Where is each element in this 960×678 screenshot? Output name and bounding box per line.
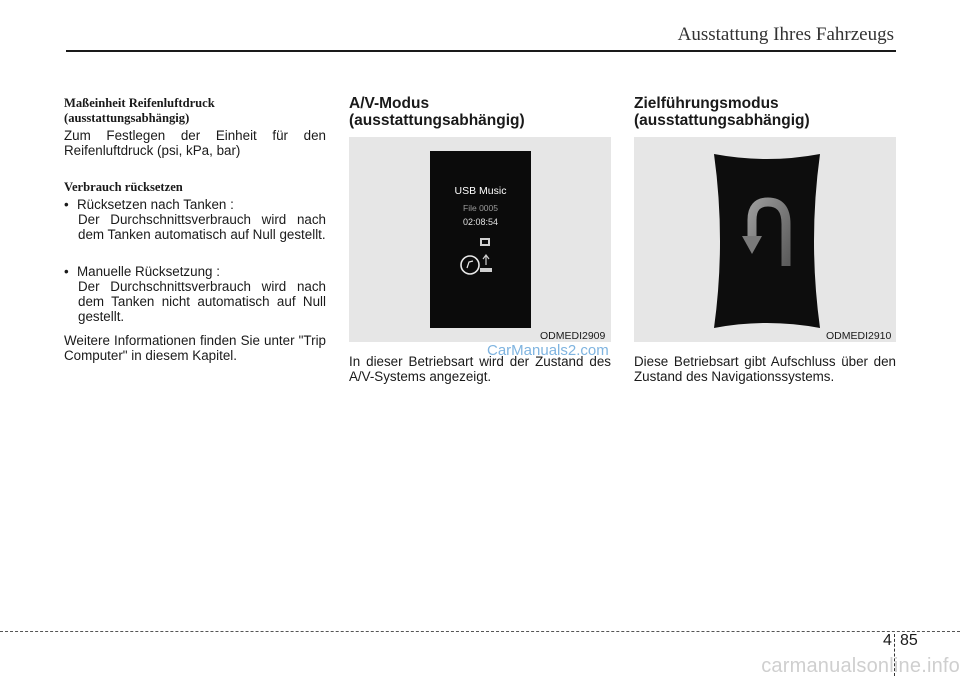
navigation-mode-description: Diese Betriebsart gibt Aufschluss über den Zustand des Navigationssystems.	[634, 354, 896, 384]
bullet2-label: Manuelle Rücksetzung :	[77, 264, 220, 279]
usb-screen-file: File 0005	[463, 203, 498, 213]
footer-rule	[0, 631, 960, 632]
bullet-dot: •	[64, 264, 69, 279]
navigation-screen	[712, 154, 822, 328]
usb-screen-title: USB Music	[454, 185, 507, 197]
bullet-dot: •	[64, 197, 69, 212]
av-mode-heading-line2: (ausstattungsabhängig)	[349, 112, 525, 129]
header-rule	[66, 50, 896, 52]
figure-code-nav: ODMEDI2910	[826, 330, 892, 342]
bullet1-label: Rücksetzen nach Tanken :	[77, 197, 234, 212]
tire-pressure-heading-line2: (ausstattungsabhängig)	[64, 111, 190, 125]
navigation-mode-heading-line2: (ausstattungsabhängig)	[634, 112, 810, 129]
more-info-text: Weitere Informationen finden Sie unter "Trip Computer" in diesem Kapitel.	[64, 333, 326, 363]
navigation-mode-heading-line1: Zielführungsmodus	[634, 95, 779, 112]
tire-pressure-heading-line1: Maßeinheit Reifenluftdruck	[64, 96, 215, 110]
watermark: CarManuals2.com	[487, 342, 609, 359]
bullet2-text: Der Durchschnittsverbrauch wird nach dem Tanken nicht automatisch auf Null gestellt.	[78, 279, 326, 324]
running-header-title: Ausstattung Ihres Fahrzeugs	[677, 24, 894, 45]
tire-pressure-heading	[64, 96, 326, 126]
av-mode-heading	[349, 95, 611, 129]
figure-code-av: ODMEDI2909	[540, 330, 606, 342]
usb-music-icon	[458, 251, 502, 277]
av-mode-description: In dieser Betriebsart wird der Zustand des A/V-Systems angezeigt.	[349, 354, 611, 384]
navigation-mode-heading	[634, 95, 896, 129]
usb-music-screen	[430, 151, 531, 328]
av-mode-heading-line1: A/V-Modus	[349, 95, 430, 112]
page-number: 85	[900, 632, 918, 649]
media-icon	[478, 235, 492, 249]
bullet-manual-reset	[64, 264, 326, 324]
consumption-reset-heading: Verbrauch rücksetzen	[64, 180, 183, 194]
usb-screen-time: 02:08:54	[462, 217, 499, 227]
chapter-number: 4	[883, 632, 892, 649]
bullet1-text: Der Durchschnittsverbrauch wird nach dem Tanken automatisch auf Null gestellt.	[78, 212, 326, 242]
bullet-reset-after-fueling	[64, 197, 326, 242]
bottom-banner: carmanualsonline.info	[761, 655, 960, 677]
tire-pressure-text: Zum Festlegen der Einheit für den Reifenluftdruck (psi, kPa, bar)	[64, 128, 326, 158]
